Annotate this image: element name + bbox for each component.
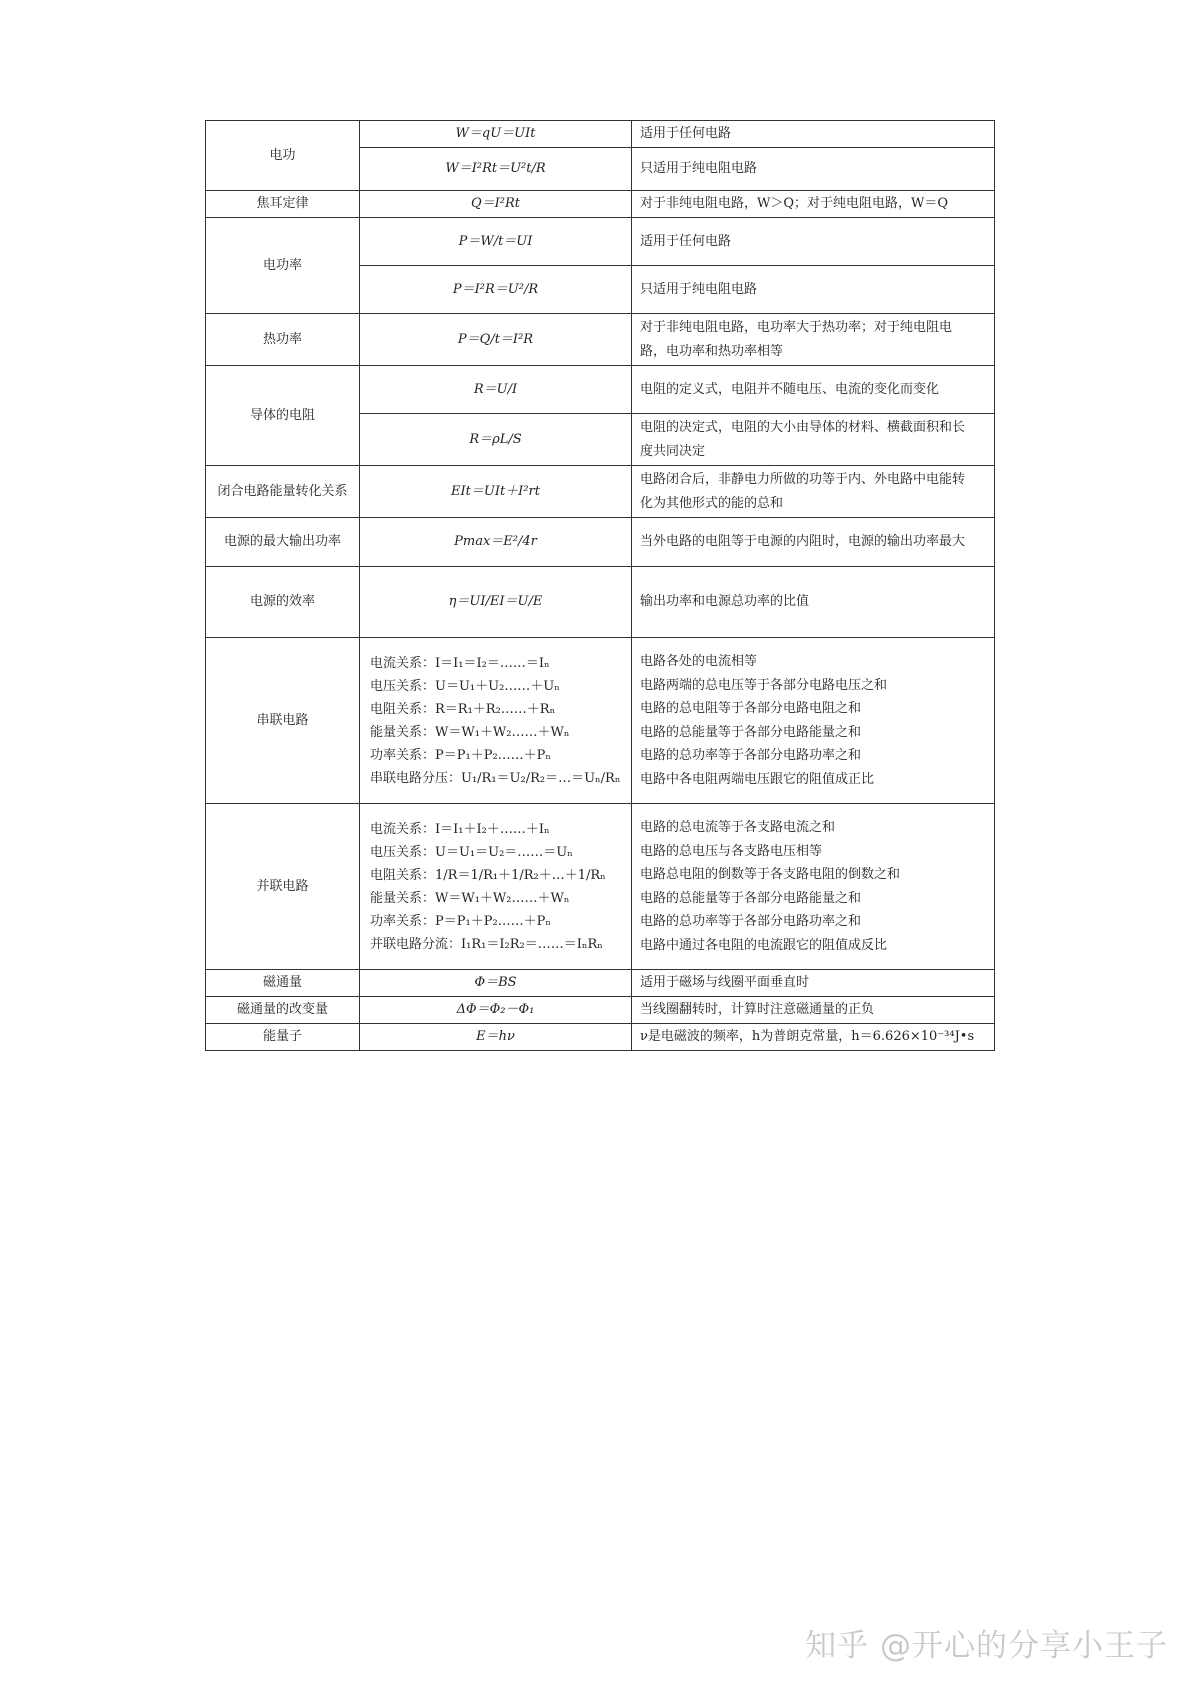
note-cell: 适用于磁场与线圈平面垂直时 xyxy=(632,970,995,997)
formula-cell: Φ＝BS xyxy=(360,970,632,997)
table-row xyxy=(206,314,995,366)
note-line: 电路的总能量等于各部分电路能量之和 xyxy=(640,724,862,740)
note-line: 电路的总能量等于各部分电路能量之和 xyxy=(640,890,862,906)
table-row xyxy=(206,997,995,1024)
note-cell xyxy=(632,804,995,970)
topic-cell: 能量子 xyxy=(206,1024,360,1051)
note-cell: ν是电磁波的频率，h为普朗克常量，h＝6.626×10⁻³⁴J•s xyxy=(632,1024,995,1051)
note-line: 电路的总功率等于各部分电路功率之和 xyxy=(640,914,862,929)
note-line: 路，电功率和热功率相等 xyxy=(640,343,784,359)
formula-line: 功率关系：P＝P₁＋P₂……＋Pₙ xyxy=(370,747,552,763)
topic-cell: 电功 xyxy=(206,121,360,191)
watermark: 知乎 @开心的分享小王子 xyxy=(805,1628,1168,1664)
note-line: 电路两端的总电压等于各部分电路电压之和 xyxy=(640,677,888,693)
formula-line: 电阻关系：1/R＝1/R₁＋1/R₂＋…＋1/Rₙ xyxy=(370,867,606,883)
formula-line: 并联电路分流：I₁R₁＝I₂R₂＝……＝IₙRₙ xyxy=(370,936,603,952)
formula-line: 能量关系：W＝W₁＋W₂……＋Wₙ xyxy=(370,890,570,906)
formula-cell: η＝UI/EI＝U/E xyxy=(360,567,632,638)
topic-cell: 闭合电路能量转化关系 xyxy=(206,466,360,518)
table-row xyxy=(206,518,995,567)
table-row xyxy=(206,366,995,414)
topic-cell: 热功率 xyxy=(206,314,360,366)
note-line: 电路总电阻的倒数等于各支路电阻的倒数之和 xyxy=(640,867,901,882)
note-line: 化为其他形式的能的总和 xyxy=(640,495,784,511)
formula-line: 电压关系：U＝U₁＝U₂＝……＝Uₙ xyxy=(370,844,573,860)
table-row xyxy=(206,638,995,804)
note-cell: 只适用于纯电阻电路 xyxy=(632,266,995,314)
formula-cell: P＝I²R＝U²/R xyxy=(360,266,632,314)
note-cell: 适用于任何电路 xyxy=(632,218,995,266)
table-row xyxy=(206,191,995,218)
formula-cell: Pmax＝E²/4r xyxy=(360,518,632,567)
note-cell: 当外电路的电阻等于电源的内阻时，电源的输出功率最大 xyxy=(632,518,995,567)
table-row xyxy=(206,1024,995,1051)
topic-cell: 磁通量的改变量 xyxy=(206,997,360,1024)
formula-line: 功率关系：P＝P₁＋P₂……＋Pₙ xyxy=(370,913,552,929)
note-cell: 对于非纯电阻电路，W＞Q；对于纯电阻电路，W＝Q xyxy=(632,191,995,218)
table-row xyxy=(206,218,995,266)
note-line: 电路中各电阻两端电压跟它的阻值成正比 xyxy=(640,771,875,787)
formula-line: 电阻关系：R＝R₁＋R₂……＋Rₙ xyxy=(370,701,556,717)
formula-cell: P＝W/t＝UI xyxy=(360,218,632,266)
formula-cell: R＝U/I xyxy=(360,366,632,414)
formula-line: 电流关系：I＝I₁＝I₂＝……＝Iₙ xyxy=(370,655,550,671)
note-line: 电路的总电流等于各支路电流之和 xyxy=(640,820,836,835)
note-cell: 只适用于纯电阻电路 xyxy=(632,148,995,191)
note-line: 电阻的决定式，电阻的大小由导体的材料、横截面积和长 xyxy=(640,420,966,435)
note-line: 电路中通过各电阻的电流跟它的阻值成反比 xyxy=(640,937,888,953)
topic-cell: 串联电路 xyxy=(206,638,360,804)
formula-cell: R＝ρL/S xyxy=(360,414,632,466)
table-row xyxy=(206,121,995,148)
note-cell xyxy=(632,414,995,466)
formula-cell xyxy=(360,638,632,804)
note-line: 对于非纯电阻电路，电功率大于热功率；对于纯电阻电 xyxy=(640,320,953,335)
note-cell: 输出功率和电源总功率的比值 xyxy=(632,567,995,638)
formula-line: 能量关系：W＝W₁＋W₂……＋Wₙ xyxy=(370,724,570,740)
note-cell: 适用于任何电路 xyxy=(632,121,995,148)
note-cell xyxy=(632,638,995,804)
physics-formula-table xyxy=(205,120,995,1051)
table-row xyxy=(206,466,995,518)
formula-cell: ΔΦ＝Φ₂－Φ₁ xyxy=(360,997,632,1024)
formula-cell xyxy=(360,804,632,970)
formula-cell: P＝Q/t＝I²R xyxy=(360,314,632,366)
topic-cell: 并联电路 xyxy=(206,804,360,970)
note-line: 电路的总功率等于各部分电路功率之和 xyxy=(640,748,862,763)
table-row xyxy=(206,970,995,997)
formula-cell: W＝qU＝UIt xyxy=(360,121,632,148)
note-line: 电路闭合后，非静电力所做的功等于内、外电路中电能转 xyxy=(640,472,966,487)
topic-cell: 导体的电阻 xyxy=(206,366,360,466)
table-row xyxy=(206,567,995,638)
formula-cell: Q＝I²Rt xyxy=(360,191,632,218)
topic-cell: 电源的最大输出功率 xyxy=(206,518,360,567)
note-line: 电路各处的电流相等 xyxy=(640,654,758,669)
note-line: 度共同决定 xyxy=(640,443,706,459)
topic-cell: 焦耳定律 xyxy=(206,191,360,218)
topic-cell: 磁通量 xyxy=(206,970,360,997)
note-cell: 当线圈翻转时，计算时注意磁通量的正负 xyxy=(632,997,995,1024)
note-cell xyxy=(632,314,995,366)
topic-cell: 电功率 xyxy=(206,218,360,314)
formula-line: 电流关系：I＝I₁＋I₂＋……＋Iₙ xyxy=(370,821,550,837)
topic-cell: 电源的效率 xyxy=(206,567,360,638)
note-cell xyxy=(632,466,995,518)
formula-line: 电压关系：U＝U₁＋U₂……＋Uₙ xyxy=(370,678,560,694)
formula-line: 串联电路分压：U₁/R₁＝U₂/R₂＝…＝Uₙ/Rₙ xyxy=(370,770,621,786)
table-row xyxy=(206,804,995,970)
note-line: 电路的总电阻等于各部分电路电阻之和 xyxy=(640,701,862,716)
formula-cell: E＝hν xyxy=(360,1024,632,1051)
formula-cell: W＝I²Rt＝U²t/R xyxy=(360,148,632,191)
formula-cell: EIt＝UIt＋I²rt xyxy=(360,466,632,518)
note-cell: 电阻的定义式，电阻并不随电压、电流的变化而变化 xyxy=(632,366,995,414)
note-line: 电路的总电压与各支路电压相等 xyxy=(640,843,823,859)
